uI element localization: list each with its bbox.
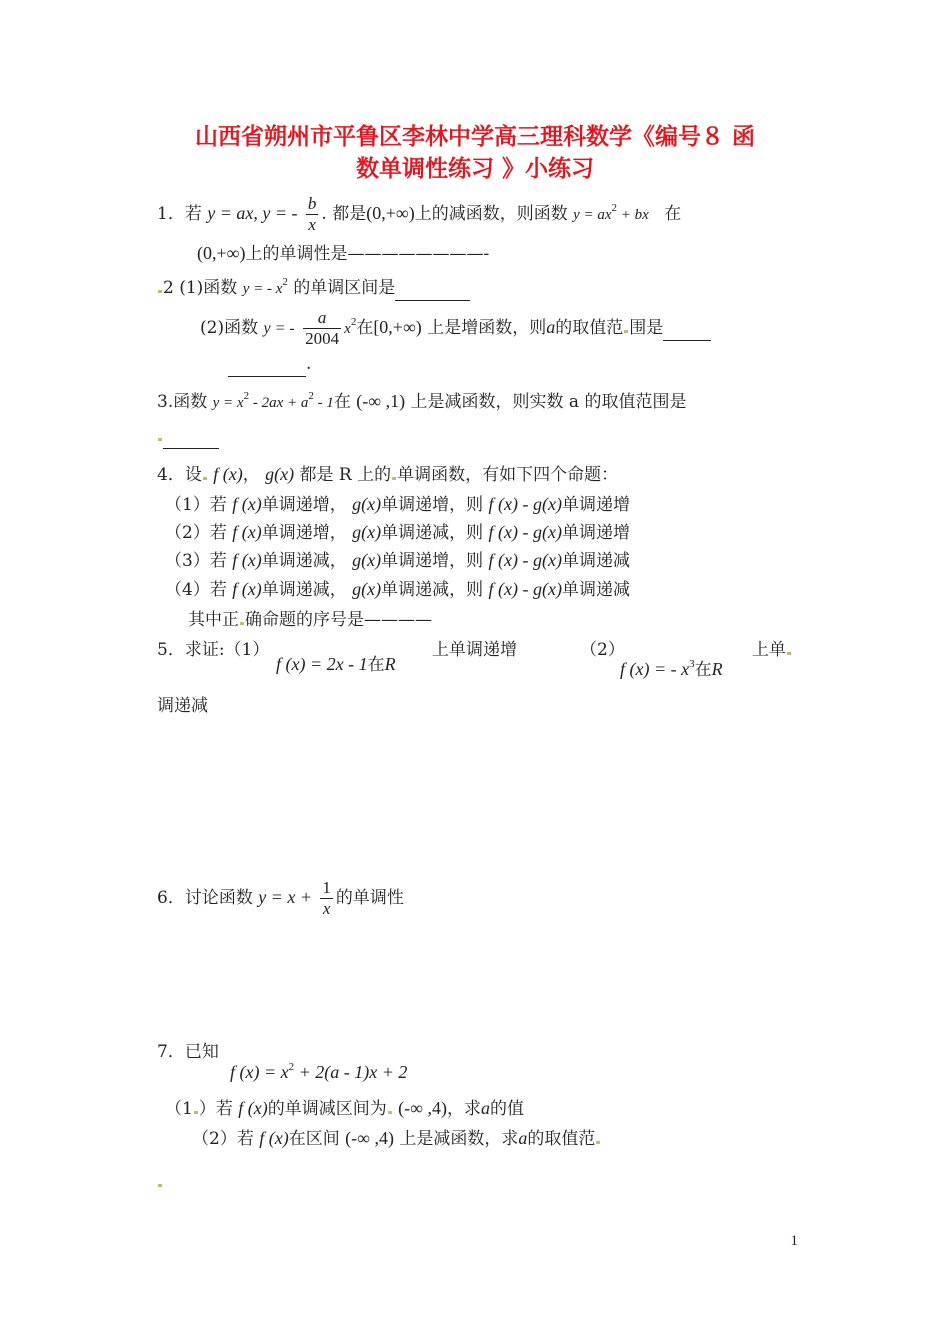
- mark-dot: [388, 1111, 392, 1114]
- page-number: 1: [790, 1233, 798, 1249]
- q5-formula-2: [620, 652, 723, 682]
- q3-text: 上是减函数，则实数 a 的取值范围是: [410, 392, 687, 412]
- mark-dot: [203, 477, 207, 480]
- item-f: f (x): [232, 550, 262, 570]
- q7-p2-f: f (x): [259, 1128, 289, 1148]
- q2-p1-text: 的单调区间是: [293, 278, 396, 298]
- mark-dot: [624, 330, 628, 333]
- item-g: g(x): [352, 579, 382, 599]
- q7-p2-label: （2）若: [192, 1129, 254, 1149]
- q2-p2-frac-den: 2004: [305, 329, 340, 348]
- q7-p1-label-2: ）若: [198, 1099, 233, 1119]
- q5-f1-r: R: [384, 654, 396, 674]
- mark-dot: [787, 652, 791, 655]
- item-f-state: 单调递减，: [261, 580, 347, 600]
- item-g-state: 单调递减，则: [381, 523, 484, 543]
- q1-text-2: 上的减函数，则函数: [414, 204, 568, 224]
- q4-conclusion-2: 确命题的序号是————: [245, 610, 432, 630]
- q7-part-1: [165, 1096, 524, 1121]
- question-5: [157, 638, 269, 662]
- q5-f2-in: 在: [694, 660, 712, 680]
- q4-intro-text-2: 单调函数，有如下四个命题：: [397, 465, 619, 485]
- title-line-2: 数单调性练习 》小练习: [355, 156, 594, 182]
- q2-p2-text-2: 的取值范: [555, 318, 624, 338]
- q4-f: f (x): [213, 464, 243, 484]
- item-g-state: 单调递增，则: [381, 495, 484, 515]
- question-2-part-2: [200, 308, 711, 349]
- q5-t2: 上单: [752, 640, 786, 660]
- answer-blank: [228, 352, 306, 377]
- mark-dot: [240, 622, 244, 625]
- q2-p2-end: .: [306, 354, 312, 374]
- question-1-line-2: [197, 241, 489, 266]
- q2-p2-number: (2)函数: [200, 318, 259, 338]
- item-f: f (x): [232, 494, 262, 514]
- item-f: f (x): [232, 522, 262, 542]
- item-g-state: 单调递增，则: [381, 551, 484, 571]
- q7-p1-f: f (x): [238, 1098, 268, 1118]
- q2-p2-lhs: y = -: [263, 320, 295, 337]
- q1-text-1: 都是: [332, 204, 367, 224]
- q1-text-3: 在: [664, 204, 682, 224]
- item-label: （1）若: [165, 495, 227, 515]
- q6-fraction: [320, 878, 333, 919]
- q5-text-1: 上单调递增: [432, 640, 517, 660]
- q7-p2-a: a: [518, 1128, 528, 1148]
- q5-formula-1: [276, 652, 396, 677]
- item-result: 单调递减: [561, 551, 630, 571]
- q6-frac-num: 1: [322, 878, 331, 897]
- item-f-state: 单调递增，: [261, 523, 347, 543]
- q7-p1-a: a: [480, 1098, 490, 1118]
- item-result: 单调递减: [561, 580, 630, 600]
- q4-item-2: [165, 520, 630, 545]
- q7-p2-text-3: 的取值范: [527, 1129, 596, 1149]
- item-diff: f (x) - g(x): [488, 494, 562, 514]
- q5-number: 5．求证:（1）: [157, 640, 270, 660]
- q7-p1-interval: (-∞ ,4): [398, 1098, 447, 1118]
- q1-number: 1．若: [157, 204, 202, 224]
- item-result: 单调递增: [561, 523, 630, 543]
- q6-text: 的单调性: [335, 888, 404, 908]
- q7-p2-interval: (-∞ ,4): [345, 1128, 394, 1148]
- q4-number: 4．设: [157, 465, 202, 485]
- q1-frac-den: x: [306, 214, 319, 235]
- q5-f1: f (x) = 2x - 1: [276, 654, 368, 674]
- q6-lhs: y = x +: [258, 887, 313, 907]
- q5-f2: f (x) = - $x^3$: [620, 658, 695, 679]
- q6-number: 6．讨论函数: [157, 888, 253, 908]
- q5-continuation: 调递减: [157, 696, 208, 716]
- q2-p2-text: 上是增函数，则: [427, 318, 547, 338]
- answer-blank: [163, 424, 219, 449]
- item-g: g(x): [352, 550, 382, 570]
- q7-p2-text-2: 上是减函数，求: [399, 1129, 519, 1149]
- q7-function: [230, 1055, 407, 1085]
- item-g-state: 单调递减，则: [381, 580, 484, 600]
- q1-frac-num: b: [307, 194, 317, 213]
- q5-f1-in: 在: [367, 655, 385, 675]
- q7-p1-text-2: ，求: [446, 1099, 481, 1119]
- answer-blank: [663, 316, 711, 341]
- item-diff: f (x) - g(x): [488, 550, 562, 570]
- item-f: f (x): [232, 579, 262, 599]
- q6-frac-den: x: [320, 898, 333, 919]
- item-label: （4）若: [165, 580, 227, 600]
- item-label: （2）若: [165, 523, 227, 543]
- q1-period: .: [321, 204, 327, 224]
- question-3: [157, 384, 686, 415]
- q7-p1-label: （1: [165, 1099, 193, 1119]
- mark-dot: [392, 477, 396, 480]
- q7-p1-text-3: 的值: [489, 1099, 524, 1119]
- q2-p1-func: y = - $x^2$: [242, 276, 288, 297]
- mark-dot: [194, 1111, 198, 1114]
- q3-in: 在: [333, 392, 351, 412]
- q3-number: 3.函数: [157, 392, 208, 412]
- item-f-state: 单调递增，: [261, 495, 347, 515]
- q1-func: $y = ax^2$ + bx: [573, 202, 649, 223]
- q3-func: $y = x^2 - 2ax + a^2 - 1$: [212, 390, 334, 411]
- q2-p2-frac-num: a: [317, 308, 327, 327]
- item-diff: f (x) - g(x): [488, 579, 562, 599]
- question-2-part-1: [157, 270, 470, 301]
- q4-item-3: [165, 548, 630, 573]
- q1-expr: y = ax, y = -: [207, 203, 298, 223]
- q1-line-2-text: 上的单调性是————————-: [245, 244, 490, 264]
- q4-item-1: [165, 492, 630, 517]
- title-line-1: 山西省朔州市平鲁区李林中学高三理科数学《编号８ 函: [194, 124, 755, 150]
- answer-blank: [395, 276, 470, 301]
- q1-fraction: [306, 194, 319, 235]
- q4-g: g(x): [265, 464, 295, 484]
- q4-comma: ，: [242, 465, 260, 485]
- q2-p2-a: a: [546, 317, 556, 337]
- question-3-blank-line: [157, 424, 219, 449]
- mark-dot: [158, 438, 162, 441]
- item-label: （3）若: [165, 551, 227, 571]
- mark-dot: [596, 1141, 600, 1144]
- item-result: 单调递增: [561, 495, 630, 515]
- item-g: g(x): [352, 522, 382, 542]
- q5-text-2: [752, 638, 792, 662]
- mark-dot: [158, 290, 162, 293]
- q3-interval: (-∞ ,1): [356, 391, 406, 411]
- item-diff: f (x) - g(x): [488, 522, 562, 542]
- q2-p1-number: 2 (1)函数: [163, 278, 238, 298]
- trailing-mark: [157, 1170, 163, 1194]
- question-2-part-2-line-2: [228, 352, 311, 377]
- q1-interval-2: (0,+∞): [197, 243, 246, 263]
- item-g: g(x): [352, 494, 382, 514]
- q1-interval: (0,+∞): [366, 203, 415, 223]
- question-4: [157, 462, 618, 487]
- q2-p2-text-3: 围是: [629, 318, 664, 338]
- question-1: [157, 194, 681, 235]
- q7-p2-text: 在区间: [288, 1129, 340, 1149]
- q2-p2-fraction: [303, 308, 341, 349]
- item-f-state: 单调递减，: [261, 551, 347, 571]
- q7-part-2: [192, 1126, 601, 1151]
- q5-part-2: （2）: [580, 640, 625, 660]
- q7-func: f $(x) = x^2 + 2(a - 1)x + 2$: [230, 1061, 408, 1082]
- q4-conclusion-1: 其中正: [188, 610, 239, 630]
- question-7: 7．已知: [157, 1042, 219, 1062]
- q2-p2-x: $x^2$: [344, 316, 357, 337]
- question-6: [157, 878, 404, 919]
- q2-p2-in: 在: [356, 318, 374, 338]
- q4-item-4: [165, 577, 630, 602]
- q5-f2-r: R: [711, 659, 723, 679]
- q4-intro-text: 都是 R 上的: [299, 465, 392, 485]
- mark-dot: [158, 1184, 162, 1187]
- q7-p1-text: 的单调减区间为: [267, 1099, 387, 1119]
- q2-p2-interval: [0,+∞): [373, 317, 422, 337]
- q4-conclusion: [188, 608, 432, 632]
